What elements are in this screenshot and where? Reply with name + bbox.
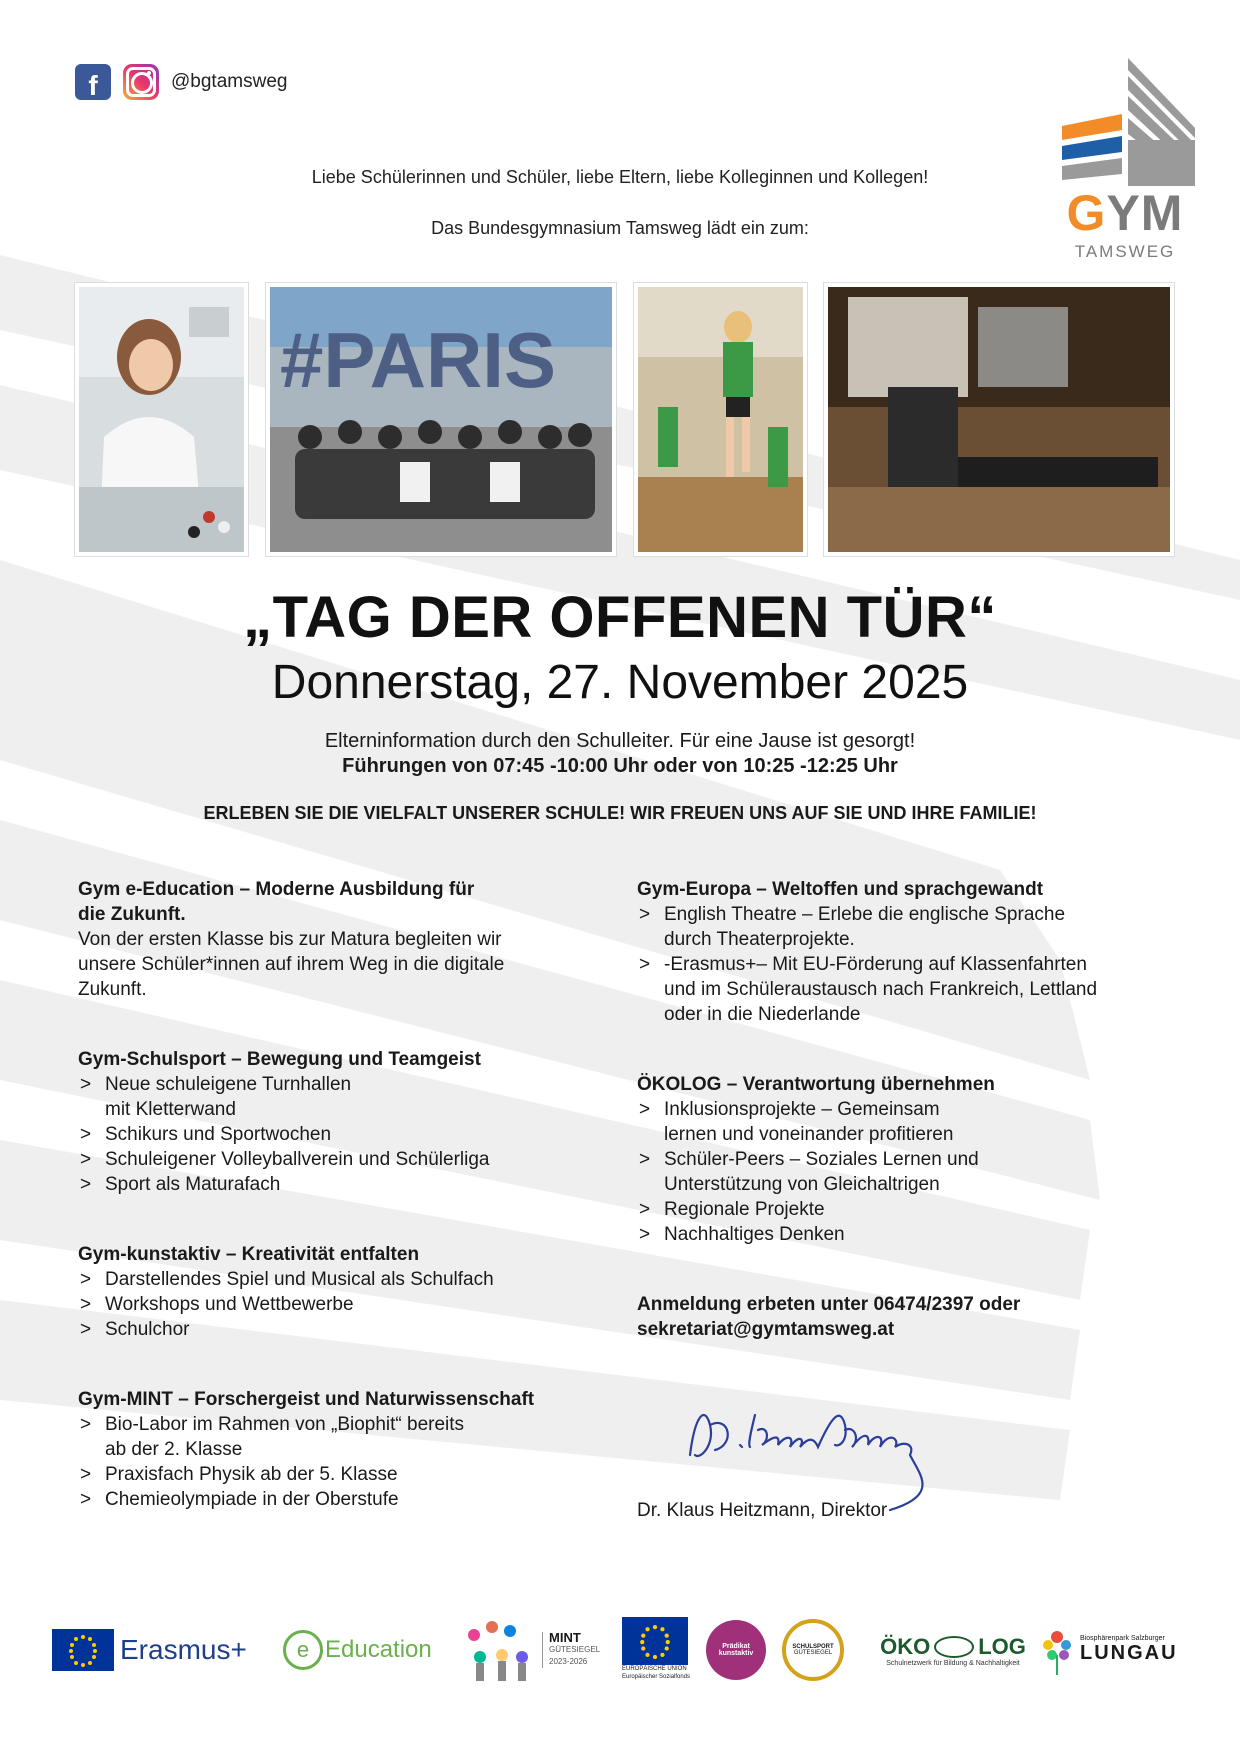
schulsport-label-2: GÜTESIEGEL: [793, 1650, 833, 1656]
kunstaktiv-label: Prädikat kunstaktiv: [706, 1620, 766, 1680]
photo-musical: [824, 283, 1174, 556]
eu-esf-label-2: Europäischer Sozialfonds: [622, 1674, 691, 1680]
erasmus-logo: [52, 1617, 260, 1683]
list-item: > Praxisfach Physik ab der 5. Klasse: [78, 1462, 598, 1487]
event-info-line-1: Elterninformation durch den Schulleiter. Für eine Jause ist gesorgt!: [324, 730, 916, 752]
section-kunstaktiv: [78, 1242, 598, 1342]
section-europa: [637, 877, 1157, 1027]
list-item: > Schüler-Peers – Soziales Lernen und Unterstützung von Gleichaltrigen: [637, 1147, 1157, 1197]
photo-paris: [266, 283, 616, 556]
social-bar: [75, 64, 287, 100]
list-item: > Bio-Labor im Rahmen von „Biophit“ bereits ab der 2. Klasse: [78, 1412, 598, 1462]
list-item: > Sport als Maturafach: [78, 1172, 598, 1197]
list-item: > Darstellendes Spiel und Musical als Schulfach: [78, 1267, 598, 1292]
text-e-education-1: Von der ersten Klasse bis zur Matura begleiten wir: [78, 929, 502, 950]
registration-phone: Anmeldung erbeten unter 06474/2397 oder: [637, 1294, 1021, 1315]
left-column: [78, 877, 598, 1557]
registration-info: [637, 1292, 1157, 1342]
list-item: > Schikurs und Sportwochen: [78, 1122, 598, 1147]
section-mint: [78, 1387, 598, 1512]
facebook-icon[interactable]: f: [75, 64, 111, 100]
section-oekolog: [637, 1072, 1157, 1247]
event-date: Donnerstag, 27. November 2025: [271, 656, 969, 709]
section-e-education: [78, 877, 598, 1002]
mint-years: 2023-2026: [549, 1657, 588, 1666]
instagram-icon[interactable]: [123, 64, 159, 100]
logo-ym: YM: [1106, 185, 1184, 241]
schulsport-label-1: SCHULSPORT: [792, 1644, 834, 1650]
photo-lab: [75, 283, 248, 556]
text-e-education-3: Zukunft.: [78, 979, 147, 1000]
list-item: > Workshops und Wettbewerbe: [78, 1292, 598, 1317]
logo-g: G: [1066, 185, 1107, 241]
eu-flag-icon: [52, 1629, 114, 1671]
lungau-label: LUNGAU: [1080, 1642, 1178, 1664]
director-signature: [680, 1385, 960, 1515]
e-education-logo: [283, 1617, 443, 1683]
eu-esf-flag-icon: [622, 1617, 688, 1665]
event-tour-times: Führungen von 07:45 -10:00 Uhr oder von 10:25 -12:25 Uhr: [342, 755, 898, 777]
heading-mint: Gym-MINT – Forschergeist und Naturwissenschaft: [78, 1389, 535, 1410]
logo-subtitle: TAMSWEG: [1074, 242, 1176, 261]
event-slogan: ERLEBEN SIE DIE VIELFALT UNSERER SCHULE! WIR FREUEN UNS AUF SIE UND IHRE FAMILIE!: [203, 803, 1037, 823]
oekolog-oeko: ÖKO: [880, 1633, 931, 1659]
heading-schulsport: Gym-Schulsport – Bewegung und Teamgeist: [78, 1049, 481, 1070]
oekolog-subtitle: Schulnetzwerk für Bildung & Nachhaltigkeit: [886, 1659, 1020, 1667]
text-e-education-2: unsere Schüler*innen auf ihrem Weg in die digitale: [78, 954, 505, 975]
right-column: [637, 877, 1157, 1342]
eu-esf-label-1: EUROPÄISCHE UNION: [622, 1666, 687, 1672]
greeting-line-1: Liebe Schülerinnen und Schüler, liebe Eltern, liebe Kolleginnen und Kollegen!: [311, 167, 929, 187]
mint-logo: [462, 1617, 602, 1683]
list-item: > Regionale Projekte: [637, 1197, 1157, 1222]
director-name: Dr. Klaus Heitzmann, Direktor: [637, 1500, 888, 1521]
erasmus-label: Erasmus+: [120, 1634, 247, 1665]
lungau-logo: [1040, 1617, 1185, 1683]
list-item: > Inklusionsprojekte – Gemeinsam lernen und voneinander profitieren: [637, 1097, 1157, 1147]
list-item: > Schulchor: [78, 1317, 598, 1342]
lungau-subtitle: Biosphärenpark Salzburger: [1080, 1635, 1165, 1642]
greeting-line-2: Das Bundesgymnasium Tamsweg lädt ein zum:: [431, 218, 809, 238]
event-info: [0, 729, 1240, 779]
schulsport-seal: [782, 1617, 852, 1683]
list-item: > Schuleigener Volleyballverein und Schülerliga: [78, 1147, 598, 1172]
oekolog-log: LOG: [978, 1633, 1026, 1659]
e-education-icon: e: [283, 1630, 323, 1670]
heading-oekolog: ÖKOLOG – Verantwortung übernehmen: [637, 1074, 995, 1095]
oekolog-logo: [878, 1617, 1028, 1683]
list-item: > -Erasmus+– Mit EU-Förderung auf Klassenfahrten und im Schüleraustausch nach Frankreich, Lettland oder in die Niederlande: [637, 952, 1157, 1027]
list-item: > Neue schuleigene Turnhallen mit Kletterwand: [78, 1072, 598, 1122]
paris-sign: #PARIS: [280, 316, 556, 404]
mint-title: MINT: [549, 1630, 581, 1645]
e-education-label: Education: [325, 1636, 432, 1663]
heading-e-education-2: die Zukunft.: [78, 904, 186, 925]
kunstaktiv-badge: [706, 1617, 768, 1683]
flower-icon: [1040, 1625, 1074, 1675]
list-item: > Nachhaltiges Denken: [637, 1222, 1157, 1247]
oekolog-swirl-icon: [934, 1636, 974, 1658]
eu-esf-logo: [622, 1617, 692, 1683]
mint-subtitle: GÜTESIEGEL: [549, 1645, 601, 1654]
heading-europa: Gym-Europa – Weltoffen und sprachgewandt: [637, 879, 1044, 900]
event-title: „TAG DER OFFENEN TÜR“: [243, 585, 997, 650]
list-item: > English Theatre – Erlebe die englische Sprache durch Theaterprojekte.: [637, 902, 1157, 952]
heading-kunstaktiv: Gym-kunstaktiv – Kreativität entfalten: [78, 1244, 420, 1265]
social-handle[interactable]: @bgtamsweg: [171, 71, 288, 92]
registration-email[interactable]: sekretariat@gymtamsweg.at: [637, 1319, 895, 1340]
heading-e-education-1: Gym e-Education – Moderne Ausbildung für: [78, 879, 475, 900]
mint-figures-icon: [462, 1617, 542, 1683]
section-schulsport: [78, 1047, 598, 1197]
list-item: > Chemieolympiade in der Oberstufe: [78, 1487, 598, 1512]
photo-volleyball: [634, 283, 807, 556]
